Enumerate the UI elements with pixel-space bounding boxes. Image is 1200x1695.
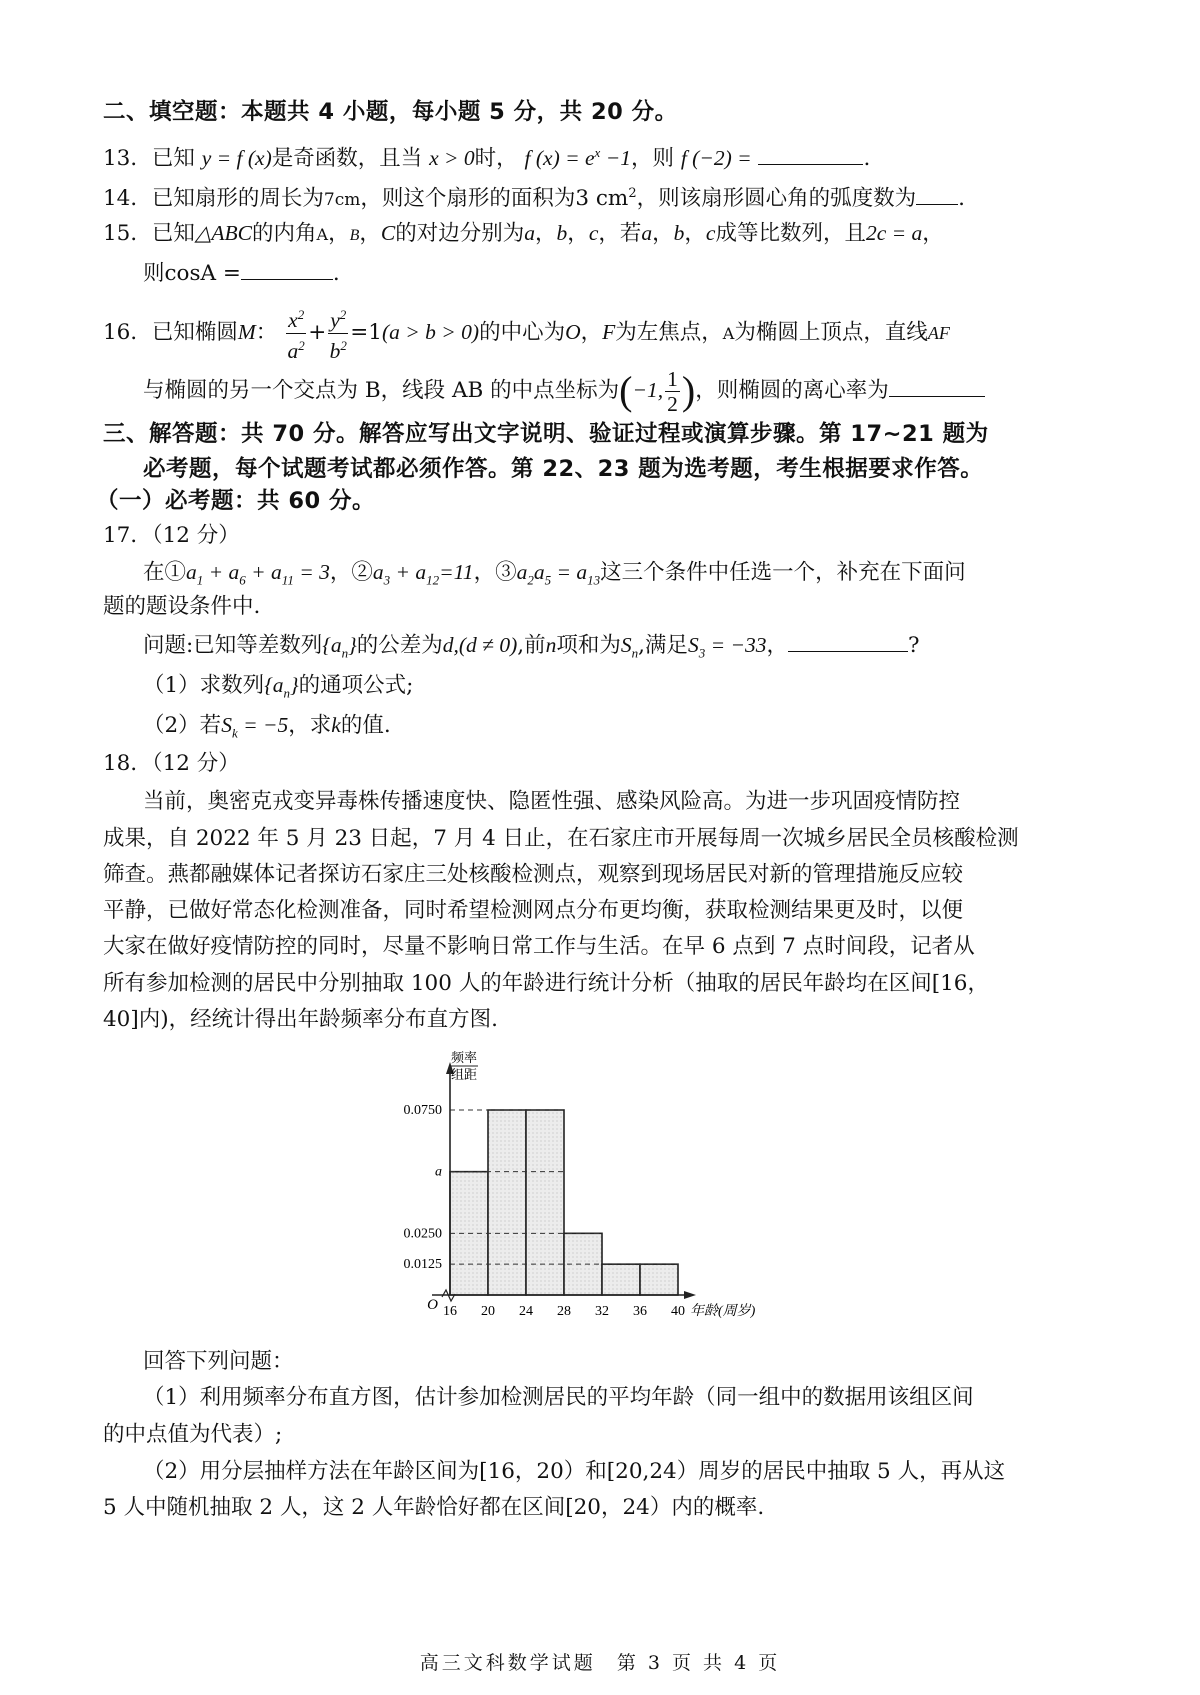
q13-math-exp: x bbox=[594, 145, 601, 160]
section3-heading-line1: 三、解答题：共 70 分。解答应写出文字说明、验证过程或演算步骤。第 17~21 题为 bbox=[103, 421, 989, 447]
x-tick-label: 16 bbox=[443, 1304, 457, 1319]
q14-number: 14． bbox=[103, 186, 152, 212]
q17-math-k: k bbox=[331, 713, 341, 737]
q14-answer-blank[interactable] bbox=[916, 182, 958, 205]
q17-math-part: + a bbox=[203, 560, 240, 584]
q17-condition-2 bbox=[372, 560, 474, 588]
q17-text: 问题:已知等差数列 bbox=[143, 633, 323, 658]
q15-answer-blank[interactable] bbox=[241, 257, 333, 280]
q15-math-triangle: △ABC bbox=[194, 221, 253, 245]
q17-text: 的通项公式; bbox=[298, 673, 414, 698]
q16-math-vertex: A bbox=[722, 324, 735, 343]
x-axis-arrow bbox=[684, 1291, 696, 1299]
question-15-line2 bbox=[143, 257, 340, 289]
q14-end: . bbox=[958, 186, 965, 212]
q16-fraction-x bbox=[286, 303, 306, 362]
q15-math-angle-b: B bbox=[349, 227, 360, 244]
y-tick-label: 0.0125 bbox=[403, 1257, 442, 1273]
q16-math-center: O bbox=[565, 320, 581, 344]
q15-text: ，若 bbox=[598, 221, 642, 246]
q17-conditions-cont: 题的题设条件中. bbox=[103, 594, 261, 619]
q18-para-line: 大家在做好疫情防控的同时，尽量不影响日常工作与生活。在早 6 点到 7 点时间段，记者从 bbox=[103, 934, 975, 959]
q17-math-sk bbox=[221, 713, 289, 741]
q17-math-sn bbox=[620, 633, 639, 661]
q13-math-part: f (x) = e bbox=[524, 146, 595, 171]
q15-text: 的对边分别为 bbox=[395, 221, 525, 246]
q17-problem bbox=[143, 629, 920, 668]
q17-math-part: = a bbox=[551, 560, 588, 584]
q18-para-line: 当前，奥密克戎变异毒株传播速度快、隐匿性强、感染风险高。为进一步巩固疫情防控 bbox=[143, 789, 961, 814]
q17-math-sub: 3 bbox=[383, 572, 391, 588]
q16-math-plus: + bbox=[308, 320, 327, 345]
age-frequency-histogram bbox=[380, 1048, 800, 1348]
q13-end: . bbox=[863, 146, 871, 172]
q16-answer-blank[interactable] bbox=[889, 374, 985, 397]
q17-math-sub: 5 bbox=[544, 572, 552, 588]
q15-math-side: a bbox=[641, 221, 653, 245]
q18-para-line: 成果，自 2022 年 5 月 23 日起，7 月 4 日止，在石家庄市开展每周一次城乡居民全员核酸检测 bbox=[103, 826, 1019, 851]
q16-text: 为椭圆上顶点，直线 bbox=[734, 320, 928, 345]
q17-text: ,前 bbox=[517, 633, 546, 658]
q17-text: （2）若 bbox=[143, 713, 222, 738]
q15-end: . bbox=[332, 261, 340, 286]
q15-text: ， bbox=[567, 221, 589, 246]
q16-math-part: 1 bbox=[667, 366, 678, 391]
q17-math-sequence bbox=[322, 633, 357, 661]
q17-condition-blank[interactable] bbox=[788, 629, 908, 652]
q16-paren-close: ) bbox=[681, 368, 696, 413]
x-tick-label: 28 bbox=[557, 1304, 571, 1319]
q17-text: 项和为 bbox=[556, 633, 621, 658]
q17-math-part: a bbox=[516, 560, 528, 584]
q13-answer-blank[interactable] bbox=[758, 142, 863, 165]
q15-text: ， bbox=[359, 221, 381, 246]
q17-math-s3 bbox=[687, 633, 767, 661]
q17-text: ， bbox=[766, 633, 788, 658]
q17-math-part: + a bbox=[390, 560, 427, 584]
q18-para-line: 所有参加检测的居民中分别抽取 100 人的年龄进行统计分析（抽取的居民年龄均在区间[16， bbox=[103, 971, 989, 996]
q16-math-condition: (a > b > 0) bbox=[381, 320, 480, 344]
q17-condition-3 bbox=[516, 560, 601, 588]
q14-math-part: 3 cm bbox=[575, 186, 629, 212]
q15-math-side: c bbox=[705, 221, 716, 245]
q16-math-part: x bbox=[288, 308, 298, 333]
q15-text: ， bbox=[684, 221, 706, 246]
q17-math-sub: k bbox=[231, 725, 238, 741]
q18-number: 18．（12 分） bbox=[103, 751, 240, 776]
q13-math-definition bbox=[525, 146, 631, 170]
q17-text: ，② bbox=[329, 560, 373, 585]
x-tick-label: 36 bbox=[633, 1304, 647, 1319]
q15-math-angle-c: C bbox=[380, 221, 396, 245]
q17-math-part: a bbox=[186, 560, 197, 584]
q17-math-difference: d,(d ≠ 0) bbox=[442, 633, 518, 657]
q17-math-part: a bbox=[372, 560, 384, 584]
section3-subheading: （一）必考题：共 60 分。 bbox=[96, 488, 375, 514]
histogram-bar bbox=[526, 1110, 564, 1295]
q15-text: 已知 bbox=[151, 221, 195, 246]
q17-math-part: a bbox=[533, 560, 545, 584]
q13-text: 时， bbox=[474, 146, 518, 172]
q16-math-exp: 2 bbox=[297, 307, 305, 323]
q17-text: 在① bbox=[143, 560, 187, 585]
q13-text: 是奇函数，且当 bbox=[271, 146, 423, 172]
q17-math-sub: 3 bbox=[698, 645, 706, 661]
q14-text: ，则该扇形圆心角的弧度数为 bbox=[636, 186, 917, 212]
q17-condition-1 bbox=[186, 560, 330, 588]
q13-math-function: y = f (x) bbox=[201, 146, 272, 171]
q15-number: 15． bbox=[103, 221, 152, 246]
footer-page-number: 第 3 页 共 4 页 bbox=[616, 1652, 781, 1674]
q16-math-focus: F bbox=[602, 320, 616, 344]
q16-math-part: b bbox=[329, 338, 341, 363]
q17-math-sub: 13 bbox=[587, 572, 601, 588]
section2-heading: 二、填空题：本题共 4 小题，每小题 5 分，共 20 分。 bbox=[103, 99, 678, 125]
q15-text: 成等比数列，且 bbox=[715, 221, 866, 246]
q17-math-sequence bbox=[264, 673, 299, 701]
q17-math-part: } bbox=[348, 633, 357, 657]
histogram-bar bbox=[602, 1264, 640, 1295]
q16-fraction-half bbox=[665, 367, 680, 416]
q17-math-sub: n bbox=[631, 645, 639, 661]
q17-math-part: } bbox=[290, 673, 299, 697]
question-14 bbox=[103, 179, 965, 215]
q17-conditions bbox=[143, 557, 966, 595]
q16-text: 与椭圆的另一个交点为 B，线段 AB 的中点坐标为 bbox=[143, 378, 620, 403]
q17-text: ，求 bbox=[288, 713, 332, 738]
q13-number: 13． bbox=[103, 146, 152, 172]
q16-math-part: 2 bbox=[667, 391, 678, 416]
q17-math-part: = −5 bbox=[237, 713, 289, 737]
q17-math-part: = 3 bbox=[293, 560, 330, 584]
q14-math-area bbox=[575, 186, 636, 211]
x-tick-label: 20 bbox=[481, 1304, 495, 1319]
q17-text: 的公差为 bbox=[356, 633, 443, 658]
q15-math-side: c bbox=[588, 221, 599, 245]
q14-text: ，则这个扇形的面积为 bbox=[360, 186, 576, 212]
q17-sub2 bbox=[143, 710, 391, 748]
y-tick-label: 0.0250 bbox=[403, 1226, 442, 1242]
q16-text: 为左焦点， bbox=[615, 320, 723, 345]
q14-math-exp: 2 bbox=[628, 186, 637, 201]
q13-math-part: −1 bbox=[600, 146, 631, 171]
q15-math-side: b bbox=[673, 221, 685, 245]
q17-math-sub: n bbox=[341, 645, 349, 661]
q16-math-part: y bbox=[330, 308, 340, 333]
y-tick-label: 0.0750 bbox=[403, 1103, 442, 1118]
page-footer bbox=[0, 1648, 1200, 1675]
q13-text: ，则 bbox=[630, 146, 674, 172]
q16-math-part: a bbox=[287, 338, 299, 363]
q17-math-part: S bbox=[620, 633, 632, 657]
q16-text: 已知椭圆 bbox=[151, 320, 238, 345]
q15-math-side: a bbox=[524, 221, 536, 245]
q16-text: ， bbox=[580, 320, 603, 345]
q16-math-ellipse: M bbox=[237, 320, 256, 344]
q15-text: ， bbox=[652, 221, 674, 246]
q17-sub1 bbox=[143, 670, 413, 708]
q17-math-sub: 6 bbox=[239, 572, 246, 588]
q17-text: ,满足 bbox=[638, 633, 688, 658]
question-15 bbox=[103, 218, 944, 251]
q17-math-part: =11 bbox=[439, 560, 474, 584]
q17-text: 这三个条件中任选一个，补充在下面问 bbox=[600, 560, 966, 585]
y-axis-label-numerator: 频率 bbox=[450, 1050, 478, 1065]
footer-title: 高三文科数学试题 bbox=[419, 1652, 596, 1674]
section3-heading-line2: 必考题，每个试题考试都必须作答。第 22、23 题为选考题，考生根据要求作答。 bbox=[143, 456, 984, 482]
q17-math-n: n bbox=[545, 633, 557, 657]
q13-math-condition: x > 0 bbox=[429, 146, 475, 171]
q16-number: 16． bbox=[103, 320, 152, 345]
q17-math-part: {a bbox=[322, 633, 342, 657]
q15-text: ， bbox=[328, 221, 350, 246]
q16-math-exp: 2 bbox=[340, 337, 347, 353]
q15-math-relation: 2c = a bbox=[865, 221, 923, 245]
q18-para-line: 40]内)，经统计得出年龄频率分布直方图. bbox=[103, 1007, 498, 1032]
y-tick-label: a bbox=[435, 1164, 442, 1180]
q16-math-exp: 2 bbox=[298, 337, 305, 353]
x-tick-label: 40 bbox=[671, 1304, 685, 1319]
q14-math-perimeter: 7cm bbox=[323, 190, 361, 211]
q13-math-ask: f (−2) = bbox=[680, 146, 752, 171]
q17-math-part: = −33 bbox=[705, 633, 767, 657]
q18-sub2-line2: 5 人中随机抽取 2 人，这 2 人年龄恰好都在区间[20，24）内的概率. bbox=[103, 1495, 765, 1520]
q18-sub2-line1: （2）用分层抽样方法在年龄区间为[16，20）和[20,24）周岁的居民中抽取 5 人，再从这 bbox=[143, 1459, 1006, 1484]
q15-math-side: b bbox=[556, 221, 568, 245]
q16-math-line: AF bbox=[927, 323, 950, 343]
q17-math-sub: 1 bbox=[196, 572, 204, 588]
q18-para-line: 筛查。燕都融媒体记者探访石家庄三处核酸检测点，观察到现场居民对新的管理措施反应较 bbox=[103, 862, 964, 887]
q17-math-part: + a bbox=[245, 560, 282, 584]
q16-text: 的中心为 bbox=[479, 320, 566, 345]
q16-text: ，则椭圆的离心率为 bbox=[695, 378, 889, 403]
q15-text: 则 bbox=[143, 261, 165, 286]
q17-math-part: S bbox=[687, 633, 699, 657]
q17-text: （1）求数列 bbox=[143, 673, 265, 698]
q17-math-sub: 12 bbox=[426, 572, 440, 588]
q15-text: ， bbox=[922, 221, 944, 246]
q13-text: 已知 bbox=[151, 146, 195, 172]
histogram-bar bbox=[488, 1110, 526, 1295]
q17-math-sub: 11 bbox=[281, 572, 294, 588]
q15-text: 的内角 bbox=[252, 221, 317, 246]
q16-paren-open: ( bbox=[619, 368, 633, 413]
q15-text: ， bbox=[535, 221, 557, 246]
q17-math-sub: n bbox=[283, 685, 291, 701]
q18-para-line: 平静，已做好常态化检测准备，同时希望检测网点分布更均衡，获取检测结果更及时，以便 bbox=[103, 898, 964, 923]
x-axis-label: 年龄(周岁) bbox=[690, 1304, 756, 1319]
q15-math-angle-a: A bbox=[316, 225, 329, 244]
q14-text: 已知扇形的周长为 bbox=[151, 186, 324, 212]
x-tick-label: 32 bbox=[595, 1304, 609, 1319]
q17-number: 17．（12 分） bbox=[103, 523, 240, 548]
x-tick-label: 24 bbox=[519, 1304, 533, 1319]
q17-text: 的值. bbox=[340, 713, 391, 738]
q16-fraction-y bbox=[328, 303, 348, 362]
origin-label: O bbox=[427, 1297, 438, 1313]
q18-sub1-line2: 的中点值为代表）; bbox=[103, 1422, 283, 1447]
q15-math-cos: cosA = bbox=[164, 261, 241, 286]
q16-math-exp: 2 bbox=[339, 307, 347, 323]
q17-text: ? bbox=[907, 633, 920, 658]
q18-answer-intro: 回答下列问题： bbox=[143, 1349, 294, 1374]
q16-math-midpoint-x: −1, bbox=[632, 378, 664, 402]
q17-text: ，③ bbox=[473, 560, 517, 585]
q18-sub1-line1: （1）利用频率分布直方图，估计参加检测居民的平均年龄（同一组中的数据用该组区间 bbox=[143, 1385, 974, 1410]
q16-math-eq: =1 bbox=[350, 320, 382, 345]
question-16 bbox=[103, 300, 950, 364]
histogram-bar bbox=[640, 1264, 678, 1295]
y-axis-label-denominator: 组距 bbox=[450, 1067, 478, 1082]
q17-math-sub: 2 bbox=[527, 572, 534, 588]
q17-math-part: {a bbox=[264, 673, 284, 697]
question-16-line2 bbox=[143, 358, 985, 422]
q17-math-part: S bbox=[221, 713, 232, 737]
q16-text: ： bbox=[255, 320, 278, 345]
question-13 bbox=[103, 138, 870, 174]
